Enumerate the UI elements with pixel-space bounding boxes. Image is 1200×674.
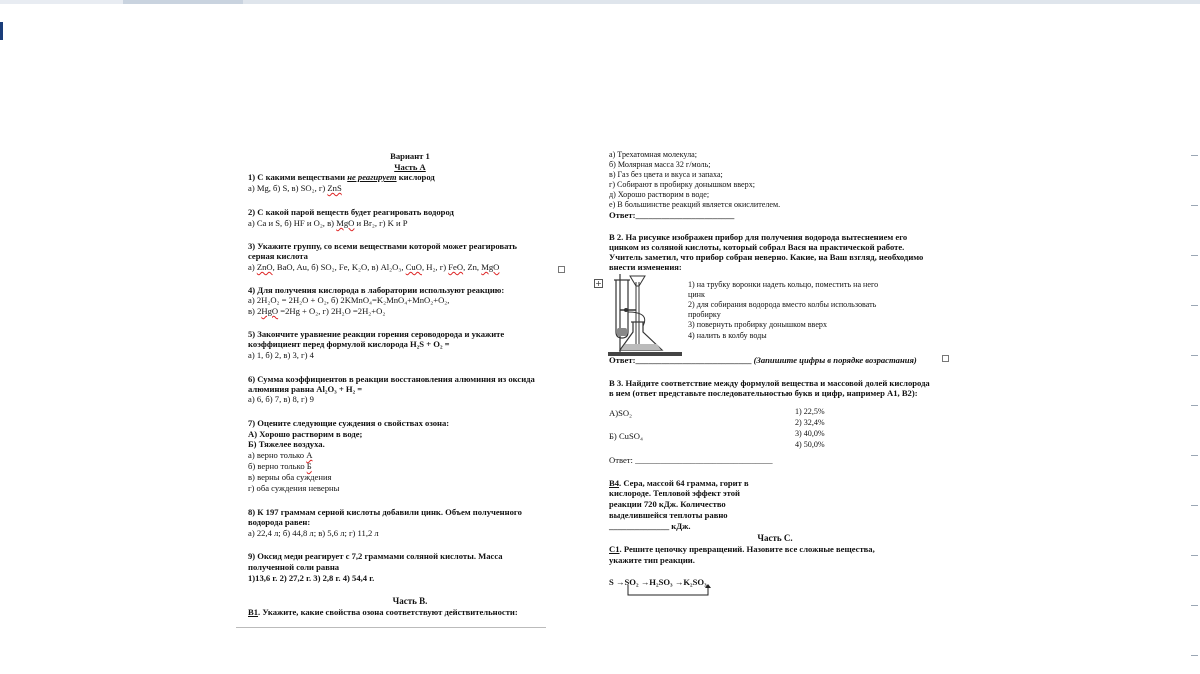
question-7-answer-c: в) верны оба суждения — [248, 472, 332, 482]
question-7-answer-d: г) оба суждения неверны — [248, 483, 340, 493]
b4-question-line4: выделившейся теплоты равно — [609, 510, 728, 520]
b4-answer-line: ______________ кДж. — [609, 521, 691, 531]
b3-question-line2: в нем (ответ представьте последовательностью букв и цифр, например А1, В2): — [609, 388, 918, 398]
ozone-option: д) Хорошо растворим в воде; — [609, 190, 710, 199]
question-8: 8) К 197 граммам серной кислоты добавили цинк. Объем полученного — [248, 507, 522, 517]
anchor-box — [942, 355, 949, 362]
question-7-answer-b: б) верно только Б — [248, 461, 312, 471]
b2-option-4: 4) налить в колбу воды — [688, 331, 767, 340]
question-2: 2) С какой парой веществ будет реагировать водород — [248, 207, 454, 217]
b3-formula-b: Б) CuSO₄ — [609, 431, 643, 441]
part-a-title: Часть А — [394, 162, 426, 172]
anchor-box — [558, 266, 565, 273]
question-9-line2: полученной соли равна — [248, 562, 340, 572]
ozone-option: е) В большинстве реакций является окислителем. — [609, 200, 781, 209]
toolbar-strip — [0, 0, 1200, 4]
b2-question-line4: внести изменения: — [609, 262, 682, 272]
table-move-handle-icon[interactable]: + — [595, 279, 602, 288]
b3-value-3: 3) 40,0% — [795, 429, 825, 438]
b3-value-1: 1) 22,5% — [795, 407, 825, 416]
b4-question-line2: кислороде. Тепловой эффект этой — [609, 488, 740, 498]
question-2-answers: а) Ca и S, б) HF и O₂, в) MgO и Br₂, г) K и P — [248, 218, 408, 228]
c1-chain-arrow — [624, 584, 714, 598]
b2-option-2b: пробирку — [688, 310, 721, 319]
c1-question-line1: С1. Решите цепочку превращений. Назовите все сложные вещества, — [609, 544, 875, 554]
b4-question-line1: В4. Сера, массой 64 грамма, горит в — [609, 478, 749, 488]
question-6: 6) Сумма коэффициентов в реакции восстановления алюминия из оксида — [248, 374, 535, 384]
b1-answer-line: Ответ:_______________________ — [609, 210, 735, 220]
question-8-answers: а) 22,4 л; б) 44,8 л; в) 5,6 л; г) 11,2 л — [248, 528, 379, 538]
c1-question-line2: укажите тип реакции. — [609, 555, 695, 565]
question-9-answers: 1)13,6 г. 2) 27,2 г. 3) 2,8 г. 4) 54,4 г. — [248, 573, 375, 583]
question-7-statement-b: Б) Тяжелее воздуха. — [248, 439, 325, 449]
part-b-title: Часть В. — [392, 596, 428, 606]
question-7-answer-a: а) верно только А — [248, 450, 313, 460]
question-9: 9) Оксид меди реагирует с 7,2 граммами соляной кислоты. Масса — [248, 551, 503, 561]
question-3-line2: серная кислота — [248, 251, 308, 261]
ozone-option: в) Газ без цвета и вкуса и запаха; — [609, 170, 723, 179]
question-6-line2: алюминия равна Al₂O₃ + H₂ = — [248, 384, 363, 394]
question-1-answers: а) Mg, б) S, в) SO₂, г) ZnS — [248, 183, 342, 193]
question-6-answers: а) 6, б) 7, в) 8, г) 9 — [248, 394, 314, 404]
question-3: 3) Укажите группу, со всеми веществами которой может реагировать — [248, 241, 517, 251]
b3-value-2: 2) 32,4% — [795, 418, 825, 427]
ozone-option: б) Молярная масса 32 г/моль; — [609, 160, 711, 169]
variant-title: Вариант 1 — [390, 151, 430, 161]
question-5-answers: а) 1, б) 2, в) 3, г) 4 — [248, 350, 314, 360]
question-7-statement-a: А) Хорошо растворим в воде; — [248, 429, 363, 439]
b3-formula-a: А)SO₂ — [609, 408, 633, 418]
b3-value-4: 4) 50,0% — [795, 440, 825, 449]
b2-answer-line: Ответ:___________________________ (Запишите цифры в порядке возрастания) — [609, 355, 917, 365]
question-4: 4) Для получения кислорода в лаборатории используют реакцию: — [248, 285, 505, 295]
b1-question: В1. Укажите, какие свойства озона соответствуют действительности: — [248, 607, 518, 617]
b3-question-line1: В 3. Найдите соответствие между формулой вещества и массовой долей кислорода — [609, 378, 930, 388]
question-7: 7) Оцените следующие суждения о свойствах озона: — [248, 418, 450, 428]
b2-question-line2: цинком из соляной кислоты, который собрал Вася на практической работе. — [609, 242, 905, 252]
question-4-answer-2: в) 2HgO =2Hg + O₂, г) 2H₂O =2H₂+O₂ — [248, 306, 386, 316]
apparatus-figure — [606, 272, 684, 358]
question-5: 5) Закончите уравнение реакции горения сероводорода и укажите — [248, 329, 505, 339]
question-5-line2: коэффициент перед формулой кислорода H₂S + O₂ = — [248, 339, 450, 349]
b4-question-line3: реакции 720 кДж. Количество — [609, 499, 726, 509]
question-4-answer-1: а) 2H₂O₂ = 2H₂O + O₂, б) 2KMnO₄=K₂MnO₄+MnO₂+O₂, — [248, 295, 450, 305]
b2-question-line1: В 2. На рисунке изображен прибор для получения водорода вытеснением его — [609, 232, 908, 242]
ozone-option: г) Собирают в пробирку донышком вверх; — [609, 180, 755, 189]
question-1: 1) С какими веществами не реагирует кислород — [248, 172, 435, 182]
b2-question-line3: Учитель заметил, что прибор собран неверно. Какие, на Ваш взгляд, необходимо — [609, 252, 924, 262]
b2-option-2: 2) для собирания водорода вместо колбы использовать — [688, 300, 877, 309]
question-3-answers: а) ZnO, BaO, Au, б) SO₂, Fe, K₂O, в) Al₂O₃, CuO, H₂, г) FeO, Zn, MgO — [248, 262, 500, 272]
b2-option-3: 3) повернуть пробирку донышком вверх — [688, 320, 828, 329]
question-8-line2: водорода равен: — [248, 517, 311, 527]
page-edge-marker — [0, 22, 3, 40]
c1-chain: S →SO₂ →H₂SO₃ →K₂SO₃ — [609, 577, 707, 587]
part-c-title: Часть С. — [757, 533, 793, 543]
b3-answer-line: Ответ: ________________________________ — [609, 455, 773, 465]
ozone-option: а) Трехатомная молекула; — [609, 150, 697, 159]
b2-option-1: 1) на трубку воронки надеть кольцо, поместить на него — [688, 280, 879, 289]
b2-option-1b: цинк — [688, 290, 705, 299]
page-bottom-line — [236, 627, 546, 628]
